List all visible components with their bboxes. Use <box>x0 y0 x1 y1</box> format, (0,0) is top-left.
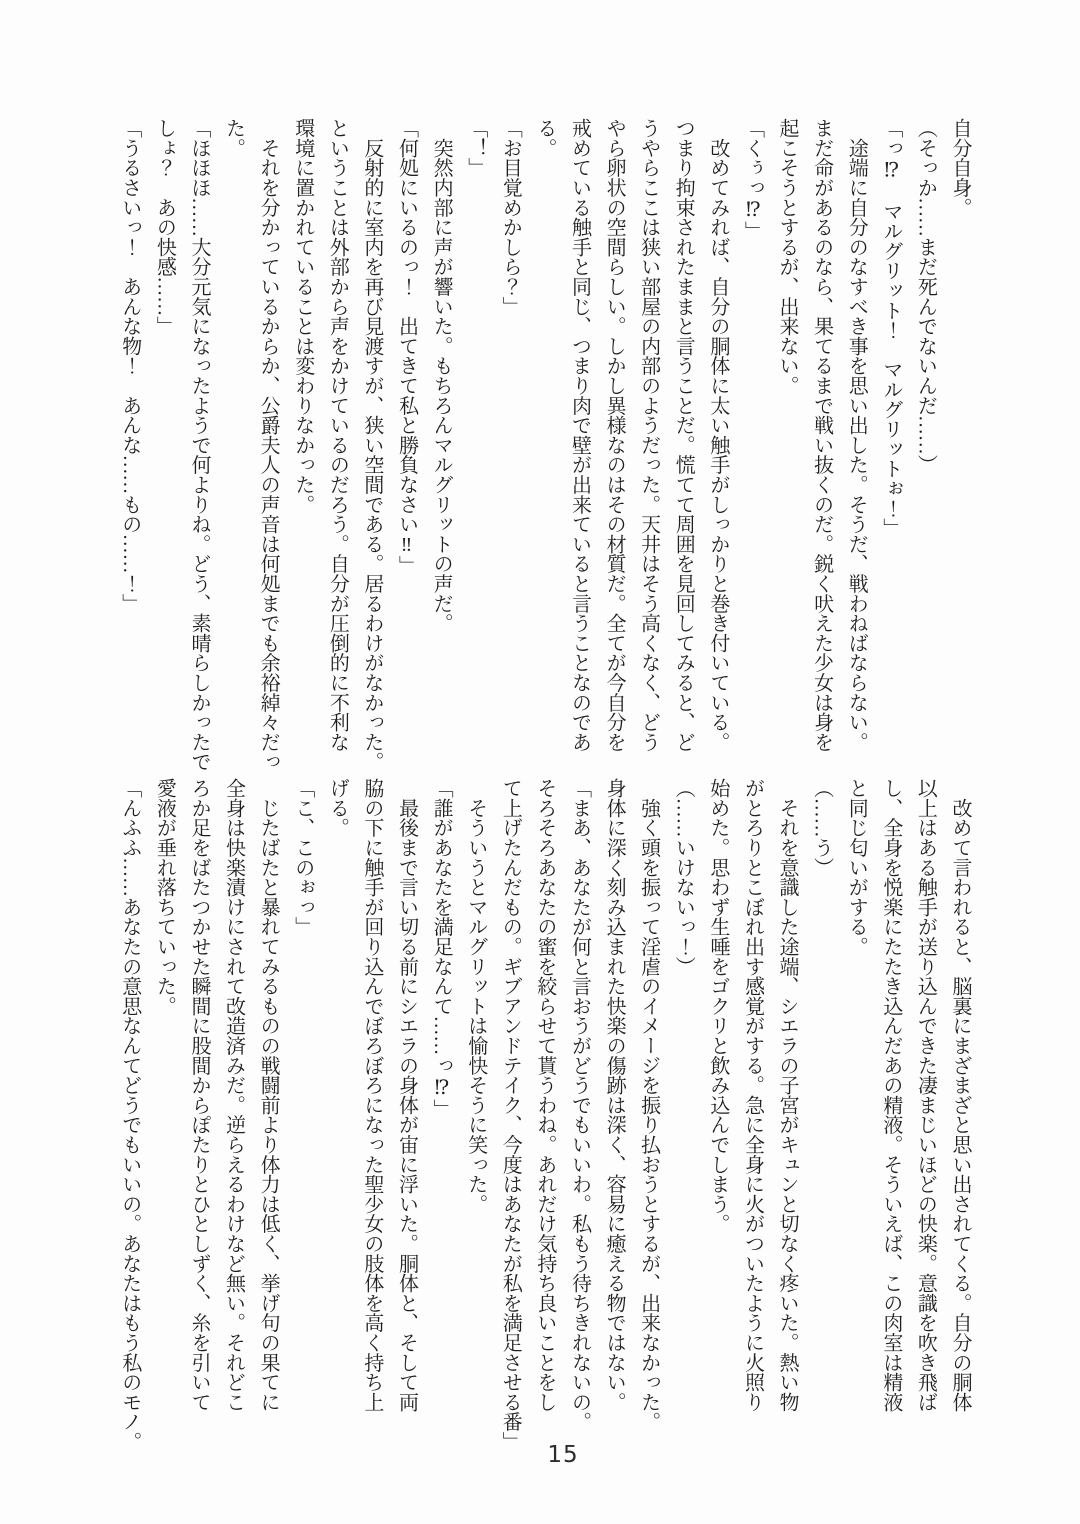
text-line: やら卵状の空間らしい。しかし異様なのはその材質だ。全てが今自分を <box>603 118 626 752</box>
text-line: それを分かっているからか、公爵夫人の声音は何処までも余裕綽々だっ <box>257 118 280 772</box>
text-line: 「んふふ……あなたの意思なんてどうでもいいの。あなたはもう私のモノ。 <box>118 778 141 1452</box>
text-line: 「！」 <box>464 118 487 178</box>
text-line: て上げたんだもの。ギブアンドテイク、今度はあなたが私を満足させる番」 <box>499 778 522 1452</box>
text-line: まだ命があるのなら、果てるまで戦い抜くのだ。鋭く吠えた少女は身を <box>810 118 833 752</box>
text-line: 戒めている触手と同じ、つまり肉で壁が出来ていると言うことなのであ <box>568 118 591 752</box>
text-line: （……いけないっ！） <box>672 778 695 977</box>
text-line: 強く頭を振って淫虐のイメージを振り払おうとするが、出来なかった。 <box>637 778 660 1432</box>
text-line: 「っ⁉ マルグリット！ マルグリットぉ！」 <box>879 118 902 538</box>
text-line: 改めて言われると、脳裏にまざまざと思い出されてくる。自分の胴体 <box>949 778 971 1412</box>
text-line: 「まあ、あなたが何と言おうがどうでもいいわ。私もう待ちきれないの。 <box>568 778 591 1432</box>
text-block-top <box>112 118 977 772</box>
text-line: 以上はある触手が送り込んできた凄まじいほどの快楽。意識を吹き飛ば <box>914 778 937 1412</box>
text-line: ということは外部から声をかけているのだろう。自分が圧倒的に不利な <box>326 118 349 752</box>
text-line: る。 <box>533 118 556 158</box>
text-line: と同じ匂いがする。 <box>845 778 868 957</box>
text-line: 自分自身。 <box>949 118 971 218</box>
text-line: 愛液が垂れ落ちていった。 <box>153 778 176 1016</box>
text-line: 環境に置かれていることは変わりなかった。 <box>291 118 314 515</box>
text-line: 途端に自分のなすべき事を思い出した。そうだ、戦わねばならない。 <box>845 118 868 752</box>
text-line: そういうとマルグリットは愉快そうに笑った。 <box>464 778 487 1214</box>
text-line: 「うるさいっ！ あんな物！ あんな……もの……！」 <box>118 118 141 614</box>
text-line: そろそろあなたの蜜を絞らせて貰うわね。あれだけ気持ち良いことをし <box>533 778 556 1412</box>
text-line: 身体に深く刻み込まれた快楽の傷跡は深く、容易に癒える物ではない。 <box>603 778 626 1412</box>
text-line: 始めた。思わず生唾をゴクリと飲み込んでしまう。 <box>706 778 729 1234</box>
text-line: 「ほほほ……大分元気になったようで何よりね。どう、素晴らしかったで <box>187 118 210 772</box>
text-line: げる。 <box>326 778 349 838</box>
text-line: がとろりとこぼれ出す感覚がする。急に全身に火がついたように火照り <box>741 778 764 1412</box>
text-line: じたばたと暴れてみるものの戦闘前より体力は低く、挙げ句の果てに <box>257 778 280 1412</box>
text-line: 「誰があなたを満足なんて……っ⁉」 <box>430 778 453 1119</box>
text-line: 最後まで言い切る前にシエラの身体が宙に浮いた。胴体と、そして両 <box>395 778 418 1412</box>
text-line: 脇の下に触手が回り込んでぼろぼろになった聖少女の肢体を高く持ち上 <box>360 778 383 1412</box>
text-line: （そっか……まだ死んでないんだ……） <box>914 118 937 475</box>
text-line: 全身は快楽漬けにされて改造済みだ。逆らえるわけなど無い。それどこ <box>222 778 245 1412</box>
text-line: 改めてみれば、自分の胴体に太い触手がしっかりと巻き付いている。 <box>706 118 729 752</box>
text-line: 「何処にいるのっ！ 出てきて私と勝負なさい‼」 <box>395 118 418 576</box>
text-line: ろか足をばたつかせた瞬間に股間からぽたりとひとしずく、糸を引いて <box>187 778 210 1412</box>
text-line: （……う） <box>810 778 833 878</box>
page-number: 15 <box>547 1442 579 1468</box>
text-line: 起こそうとするが、出来ない。 <box>776 118 799 396</box>
text-line: 「お目覚めかしら？」 <box>499 118 522 317</box>
text-line: それを意識した途端、シエラの子宮がキュンと切なく疼いた。熱い物 <box>776 778 799 1412</box>
text-line: 「くぅっ⁉」 <box>741 118 764 241</box>
text-line: うやらここは狭い部屋の内部のようだった。天井はそう高くなく、どう <box>637 118 660 752</box>
text-line: 「こ、このぉっ」 <box>291 778 314 937</box>
text-block-bottom <box>112 778 977 1452</box>
text-line: つまり拘束されたままと言うことだ。慌てて周囲を見回してみると、ど <box>672 118 695 752</box>
text-line: 突然内部に声が響いた。もちろんマルグリットの声だ。 <box>430 118 453 633</box>
text-line: た。 <box>222 118 245 158</box>
text-line: 反射的に室内を再び見渡すが、狭い空間である。居るわけがなかった。 <box>360 118 383 772</box>
text-line: し、全身を悦楽にたたき込んだあの精液。そういえば、この肉室は精液 <box>879 778 902 1412</box>
text-line: しょ？ あの快感……」 <box>153 118 176 336</box>
